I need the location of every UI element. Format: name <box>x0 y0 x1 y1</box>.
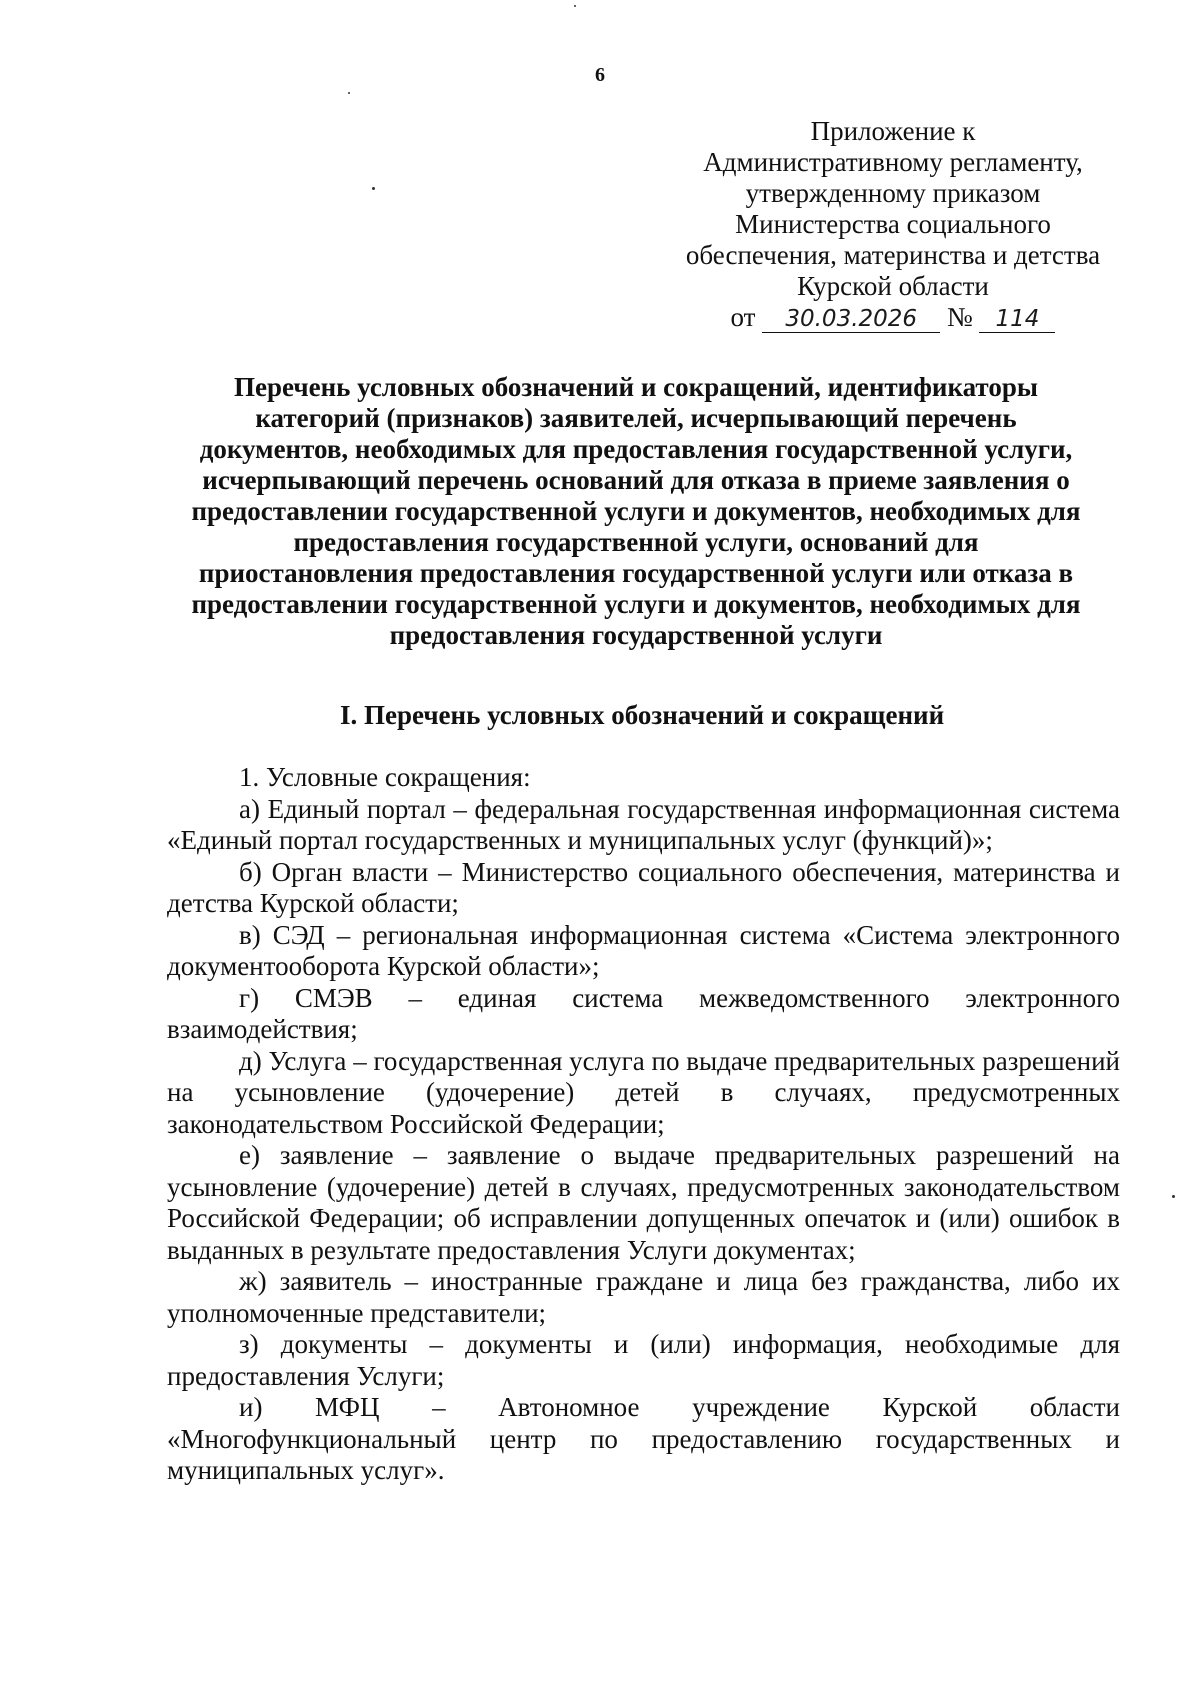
section-heading: I. Перечень условных обозначений и сокращений <box>340 700 945 730</box>
list-item: б) Орган власти – Министерство социального обеспечения, материнства и детства Курской области; <box>167 856 1120 918</box>
appendix-date-line <box>668 302 1118 333</box>
title-line: исчерпывающий перечень оснований для отказа в приеме заявления о <box>202 465 1070 495</box>
document-title <box>152 372 1120 651</box>
list-item: а) Единый портал – федеральная государственная информационная система «Единый портал государственных и муниципальных услуг (функций)»; <box>167 793 1120 855</box>
list-item: г) СМЭВ – единая система межведомственного электронного взаимодействия; <box>167 982 1120 1044</box>
date-prefix: от <box>730 302 756 332</box>
title-line: предоставления государственной услуги <box>389 620 883 650</box>
scan-speck <box>1172 1195 1175 1198</box>
appendix-line: Министерства социального <box>735 209 1051 239</box>
page-number: 6 <box>595 64 605 86</box>
scan-speck <box>574 5 576 7</box>
title-line: категорий (признаков) заявителей, исчерпывающий перечень <box>255 403 1017 433</box>
list-item: и) МФЦ – Автономное учреждение Курской области «Многофункциональный центр по предоставлению государственных и муниципальных услуг». <box>167 1392 1120 1485</box>
number-sign: № <box>946 302 973 332</box>
title-line: предоставлении государственной услуги и документов, необходимых для <box>191 589 1081 619</box>
handwritten-number: 114 <box>979 306 1055 333</box>
appendix-line: Приложение к <box>810 116 976 146</box>
list-item: ж) заявитель – иностранные граждане и лица без гражданства, либо их уполномоченные представители; <box>167 1266 1120 1328</box>
title-line: предоставления государственной услуги, оснований для <box>293 527 979 557</box>
appendix-line: обеспечения, материнства и детства <box>685 240 1101 270</box>
appendix-block <box>668 116 1118 333</box>
title-line: документов, необходимых для предоставления государственной услуги, <box>199 434 1073 464</box>
scan-speck <box>348 92 350 94</box>
appendix-line: утвержденному приказом <box>745 178 1041 208</box>
title-line: приостановления предоставления государственной услуги или отказа в <box>198 558 1074 588</box>
handwritten-date: 30.03.2026 <box>762 306 940 333</box>
list-item: е) заявление – заявление о выдаче предварительных разрешений на усыновление (удочерение) детей в случаях, предусмотренных законодательством Российской Федерации; об исправлении допущенных опечаток и (или) ошибок в выданных в результате предоставления Услуги документах; <box>167 1140 1120 1265</box>
section-body <box>167 762 1120 1487</box>
list-item: з) документы – документы и (или) информация, необходимые для предоставления Услуги; <box>167 1329 1120 1391</box>
appendix-line: Административному регламенту, <box>703 147 1083 177</box>
appendix-line: Курской области <box>797 271 989 301</box>
section-intro: 1. Условные сокращения: <box>239 762 531 792</box>
list-item: в) СЭД – региональная информационная система «Система электронного документооборота Курской области»; <box>167 919 1120 981</box>
title-line: предоставлении государственной услуги и документов, необходимых для <box>191 496 1081 526</box>
scan-speck <box>372 187 375 190</box>
list-item: д) Услуга – государственная услуга по выдаче предварительных разрешений на усыновление (удочерение) детей в случаях, предусмотренных законодательством Российской Федерации; <box>167 1045 1120 1139</box>
title-line: Перечень условных обозначений и сокращений, идентификаторы <box>234 372 1038 402</box>
